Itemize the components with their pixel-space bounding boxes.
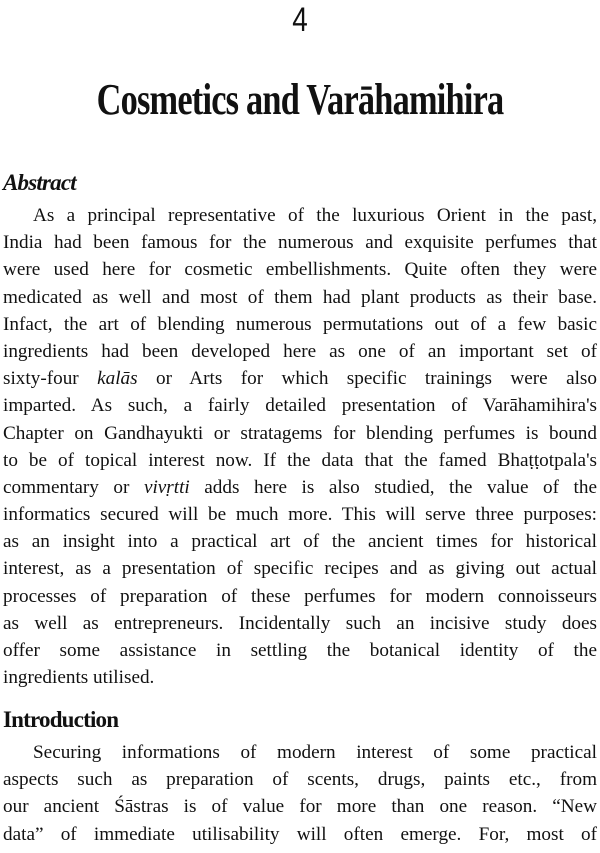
text-run: commentary or — [3, 476, 144, 498]
text-line: interest, as a presentation of specific recipes and as giving out actual — [3, 558, 597, 580]
text-line: imparted. As such, a fairly detailed presentation of Varāhamihira's — [3, 395, 597, 417]
text-line: Infact, the art of blending numerous permutations out of a few basic — [3, 313, 597, 335]
text-line: As a principal representative of the luxurious Orient in the past, — [33, 205, 597, 226]
text-line: offer some assistance in settling the botanical identity of the — [3, 640, 597, 661]
introduction-heading: Introduction — [3, 707, 119, 732]
text-line: were used here for cosmetic embellishments. Quite often they were — [3, 259, 597, 281]
text-run: or Arts for which specific trainings were also — [137, 368, 597, 390]
chapter-title: Cosmetics and Varāhamihira — [96, 75, 504, 124]
text-line: aspects such as preparation of scents, drugs, paints etc., from — [3, 769, 597, 791]
text-line: Chapter on Gandhayukti or stratagems for blending perfumes is bound — [3, 422, 597, 444]
text-line: data” of immediate utilisability will often emerge. For, most of — [3, 823, 597, 845]
text-line: as an insight into a practical art of the ancient times for historical — [3, 531, 597, 553]
text-run: adds here is also studied, the value of the — [189, 476, 597, 498]
abstract-heading: Abstract — [3, 170, 76, 195]
text-line: medicated as well and most of them had plant products as their base. — [3, 286, 597, 308]
abstract-paragraph — [3, 202, 597, 691]
italic-term-kalas: kalās — [97, 368, 138, 390]
text-line: ingredients utilised. — [3, 667, 155, 689]
text-line: Securing informations of modern interest of some practical — [33, 742, 597, 763]
text-line: informatics secured will be much more. This will serve three purposes: — [3, 504, 597, 526]
text-line: India had been famous for the numerous and exquisite perfumes that — [3, 232, 597, 254]
text-line: as well as entrepreneurs. Incidentally such an incisive study does — [3, 612, 597, 634]
text-line: our ancient Śāstras is of value for more than one reason. “New — [3, 796, 597, 818]
italic-term-vivrtti: vivṛtti — [143, 476, 190, 498]
text-line: to be of topical interest now. If the data that the famed Bhaṭṭotpala's — [3, 449, 597, 471]
text-run: sixty-four — [3, 368, 98, 390]
text-line — [3, 474, 597, 501]
text-line: ingredients had been developed here as one of an important set of — [3, 340, 597, 362]
chapter-number: 4 — [292, 1, 308, 39]
text-line — [3, 365, 597, 392]
text-line: processes of preparation of these perfumes for modern connoisseurs — [3, 585, 597, 607]
introduction-paragraph — [3, 739, 597, 848]
